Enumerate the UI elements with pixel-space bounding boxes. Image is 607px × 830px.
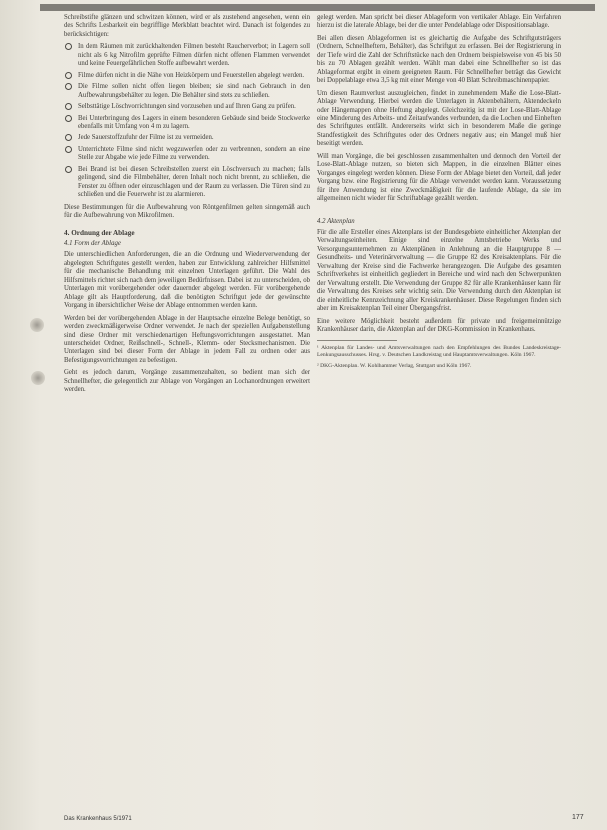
circle-bullet-icon: [65, 134, 72, 141]
circle-bullet-icon: [65, 43, 72, 50]
paragraph: Um diesen Raumverlust auszugleichen, findet in zunehmendem Maße die Lose-Blatt-Ablage Verwendung. Hierbei werden die Unterlagen in Aktenbehältern, Aktendeckeln oder Hängemappen ohne Heftung abgelegt. Gleichzeitig ist mit der Lose-Blatt-Ablage eine Minderung des Arbeits- und Zeitaufwandes verbunden, da die Lochen und Einheften des Schriftgutes entfällt. Andererseits wirkt sich in besonderem Maße die geringe Standfestigkeit des Schriftgutes oder des Ordners negativ aus; ein Mangel muß hier beseitigt werden.: [317, 89, 561, 148]
circle-bullet-icon: [65, 146, 72, 153]
right-column: [317, 14, 561, 374]
subsection-heading: 4.2 Aktenplan: [317, 217, 355, 225]
safety-rules-list: [64, 43, 310, 199]
paragraph: Geht es jedoch darum, Vorgänge zusammenzuhalten, so bedient man sich der Schnellhefter, die gelegentlich zur Ablage von Vorgängen an Lochanordnungen erweitert werden.: [64, 369, 310, 394]
list-item: Jede Sauerstoffzufuhr der Filme ist zu vermeiden.: [64, 134, 310, 142]
paragraph: Die unterschiedlichen Anforderungen, die an die Ordnung und Wiederverwendung der abgelegten Schriftgutes gestellt werden, haben zur Entwicklung zahlreicher Hilfsmittel für die mechanische Behandlung mit einzelnen Unterlagen geführt. Die Wahl des Hilfsmittels richtet sich nach dem jeweiligen Bedürfnissen. Dabei ist zu unterscheiden, ob Unterlagen mit vorübergehender oder dauernder abgelegt werden. Für vorübergehende Ablage gilt als Hauptforderung, daß die benötigten Schriftgut jede der gewünschte Vorgang in übersichtlicher Weise der Ablage entnommen werden kann.: [64, 251, 310, 310]
circle-bullet-icon: [65, 115, 72, 122]
punch-hole: [30, 318, 44, 332]
paragraph: Diese Bestimmungen für die Aufbewahrung von Röntgenfilmen gelten sinngemäß auch für die Aufbewahrung von Mikrofilmen.: [64, 203, 310, 220]
list-item: Bei Brand ist bei diesen Schreibstellen zuerst ein Löschversuch zu machen; falls gelingend, sind die Filmbehälter, deren Inhalt noch nicht brennt, zu schließen, die Fenster zu öffnen oder einzuschlagen und der Raum zu verlassen. Die Türen sind zu schließen und die Feuerwehr ist zu alarmieren.: [64, 166, 310, 200]
footnote-divider: [317, 340, 397, 341]
paragraph: Bei allen diesen Ablageformen ist es gleichartig die Aufgabe des Schriftgutsträgers (Ordnern, Schnellheftern, Behälter), das Schriftgut zu erfassen. Bei der Registrierung in der Tiefe wird die Zahl der Schriftstücke nach den Ordnern beispielsweise von 45 bis 50 bis zu 70 Ablagen gezählt werden. Wählt man dabei eine Schnellhefter so ist das Ablageformat ergibt in einem geeigneten Raum. Für Schnellhefter beträgt das Gewicht bei Doppelablage etwa 3,5 kg mit einer Menge von 40 Blatt Schreibmaschinenpapier.: [317, 34, 561, 85]
paragraph: Für die alle Ersteller eines Aktenplans ist der Bundesgebiete einheitlicher Aktenplan der Verwaltungseinheiten. Einige sind einzelne Amtsbetriebe Werks und Versorgungsunternehmen zu Aktenplänen in Anlehnung an die Hauptgruppe 8 — Gesundheits- und Veterinärverwaltung — die Gruppe 82 des Kreisaktenplans. Für die Verwaltung der Kreise sind die Fachwerke herangezogen. Die Aufgabe des gesamten Schriftverkehrs ist einheitlich gegliedert in Bereiche und wird nach den Schwerpunkten der Verwaltung erstellt. Die Verwendung der Gruppe 82 für alle Krankenhäuser kann für die Verwaltung des Kreises sehr wichtig sein. Die Verwendung durch den Aktenplan ist die einheitliche Kennzeichnung aller Kreiskrankenhäuser. Diese Regelungen finden sich aber im Kreisaktenplan Teil einer Übergangsfrist.: [317, 228, 561, 313]
section-heading: 4. Ordnung der Ablage: [64, 228, 135, 237]
journal-footer: Das Krankenhaus 5/1971: [64, 816, 132, 822]
list-item: Unterrichtete Filme sind nicht wegzuwerfen oder zu verbrennen, sondern an eine Stelle zur Abgabe wie jede Filme zu verwenden.: [64, 146, 310, 163]
circle-bullet-icon: [65, 83, 72, 90]
scan-edge-bar: [40, 4, 595, 11]
circle-bullet-icon: [65, 103, 72, 110]
page-number: 177: [572, 814, 584, 821]
paragraph: Werden bei der vorübergehenden Ablage in der Hauptsache einzelne Belege benötigt, so werden zweckmäßigerweise Ordner verwendet. Je nach der speziellen Aufgabenstellung sind diese Ordner mit verschiedenartigen Heftungsvorrichtungen ausgestattet. Man unterscheidet Ordner, Reißschnell-, Schnell-, Klemm- oder Stecksmechanismen. Die Unterlagen sind bei dieser Form der Ablage in jedem Fall zu ordnen oder aus Befestigungsvorrichtungen zu befestigen.: [64, 314, 310, 364]
paragraph: gelegt werden. Man spricht bei dieser Ablageform von vertikaler Ablage. Ein Verfahren hierzu ist die laterale Ablage, bei der die unter Pendelablage oder Dispositionsablage.: [317, 14, 561, 30]
punch-hole: [31, 371, 45, 385]
circle-bullet-icon: [65, 166, 72, 173]
list-item: In dem Räumen mit zurückhaltenden Filmen besteht Raucherverbot; in Lagern soll nicht als 6 kg Nitrofilm geprüfte Filmen dürfen nicht offenen Flammen verwendet und keine Feuergefährlichen Stoffe aufbewahrt werden.: [64, 43, 310, 68]
list-item: Selbsttätige Löschvorrichtungen sind vorzusehen und auf Ihren Gang zu prüfen.: [64, 103, 310, 111]
list-item: Bei Unterbringung des Lagers in einem besonderen Gebäude sind beide Stockwerke ebenfalls mit Umfang von 4 m zu lagern.: [64, 115, 310, 132]
left-column: [64, 14, 310, 399]
footnote: ² DKG-Aktenplan. W. Kohlhammer Verlag, Stuttgart und Köln 1967.: [317, 363, 472, 370]
subsection-heading: 4.1 Form der Ablage: [64, 239, 121, 247]
intro-paragraph: Schreibstifte glänzen und schwitzen können, wird er als zustehend angesehen, wenn ein des Schrifts Lesbarkeit ein begrifflige Merkblatt beachtet wird. Danach ist folgendes zu berücksichtigen:: [64, 14, 310, 38]
circle-bullet-icon: [65, 72, 72, 79]
footnote: ¹ Aktenplan für Landes- und Amtsverwaltungen nach den Empfehlungen des Bundes Landeskreistage-Lenkungsausschusses. Hrsg. v. Deutschen Landkreistag und Hauptamtsverwaltungen. Köln 1967.: [317, 345, 561, 359]
paragraph: Eine weitere Möglichkeit besteht außerdem für private und freigemeinnützige Krankenhäuser darin, die Aktenplan auf der DKG-Kommission in Krankenhaus.: [317, 317, 561, 333]
list-item: Die Filme sollen nicht offen liegen bleiben; sie sind nach Gebrauch in den Aufbewahrungsbehälter zu legen. Die Behälter sind stets zu schließen.: [64, 83, 310, 100]
paragraph: Will man Vorgänge, die bei geschlossen zusammenhalten und dennoch den Vorteil der Lose-Blatt-Ablage nutzen, so bieten sich Mappen, in die einzelnen Blätter eines Vorganges eingelegt werden können. Diese Form der Ablage bietet den Vorteil, daß jeder Vorgang bzw. eine Registrierung für die Ablage verwendet werden kann. Voraussetzung für ihre Anwendung ist eine Zweckmäßigkeit für die laufende Ablage, da sie im allgemeinen nicht wieder für Schriftablage gezählt werden.: [317, 152, 561, 203]
list-item: Filme dürfen nicht in die Nähe von Heizkörpern und Feuerstellen abgelegt werden.: [64, 72, 310, 80]
